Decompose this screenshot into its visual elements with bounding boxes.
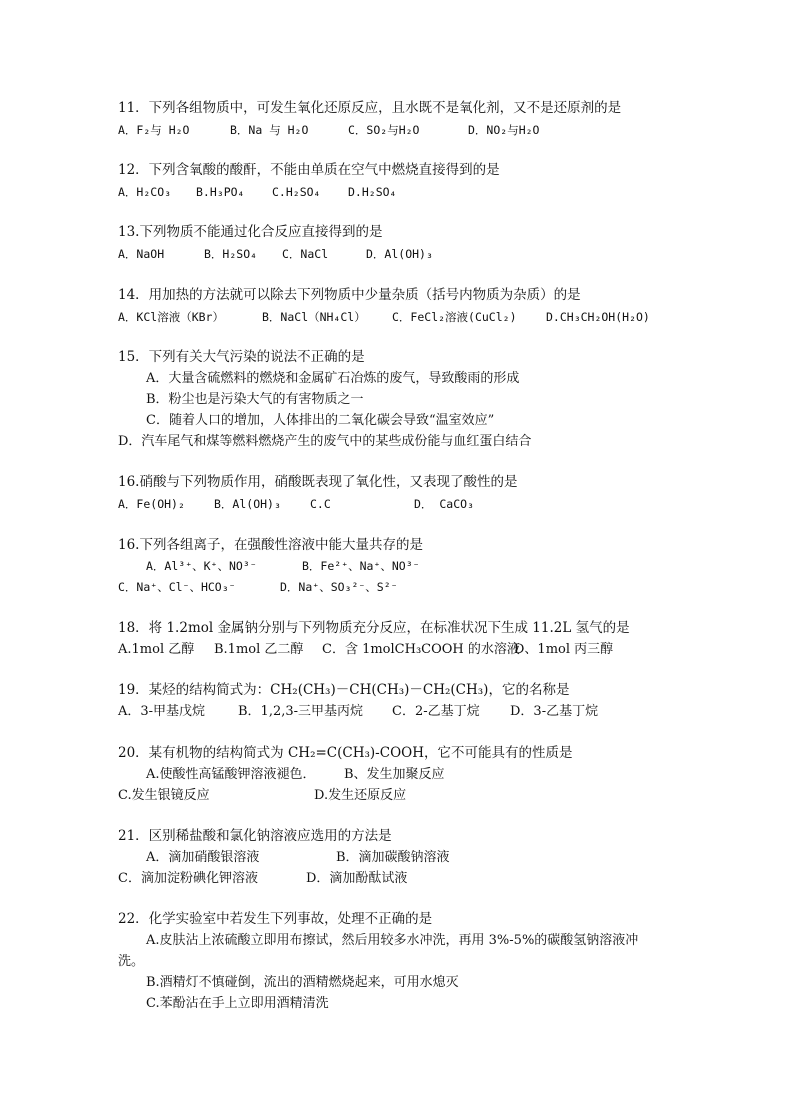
question-19-option-a: A．3-甲基戊烷: [118, 704, 206, 719]
question-19-option-b: B．1,2,3-三甲基丙烷: [238, 704, 364, 719]
question-11-option-d: D．NO₂与H₂O: [468, 123, 540, 137]
question-20-option-a: A.使酸性高锰酸钾溶液褪色．: [146, 767, 316, 782]
question-16a-option-d: D． CaCO₃: [414, 497, 474, 511]
question-14-option-d: D.CH₃CH₂OH(H₂O): [546, 310, 650, 324]
question-22-option-b: B.酒精灯不慎碰倒，流出的酒精燃烧起来，可用水熄灭: [146, 975, 459, 990]
question-21-option-c: C．滴加淀粉碘化钾溶液: [118, 871, 258, 886]
question-20-option-c: C.发生银镜反应: [118, 788, 210, 803]
question-15-option-a: A．大量含硫燃料的燃烧和金属矿石冶炼的废气，导致酸雨的形成: [146, 371, 520, 386]
question-18-option-a: A.1mol 乙醇: [118, 642, 195, 657]
question-20-option-b: B、发生加聚反应: [344, 767, 445, 782]
question-16a-stem: 16.硝酸与下列物质作用，硝酸既表现了氧化性，又表现了酸性的是: [118, 474, 518, 490]
question-16b-option-c: C．Na⁺、Cl⁻、HCO₃⁻: [118, 580, 236, 594]
question-16a-option-c: C.C: [310, 497, 331, 511]
question-12-stem: 12．下列含氧酸的酸酐，不能由单质在空气中燃烧直接得到的是: [118, 162, 500, 178]
question-18-option-d: D、1mol 丙三醇: [514, 642, 614, 657]
question-13-option-d: D．Al(OH)₃: [366, 247, 433, 261]
question-16b-option-a: A．Al³⁺、K⁺、NO³⁻: [146, 559, 257, 573]
question-16b-stem: 16.下列各组离子，在强酸性溶液中能大量共存的是: [118, 537, 423, 553]
question-21-option-d: D．滴加酚酞试液: [306, 871, 408, 886]
question-12-option-b: B.H₃PO₄: [196, 185, 245, 199]
question-11-stem: 11．下列各组物质中，可发生氧化还原反应，且水既不是氧化剂，又不是还原剂的是: [118, 100, 622, 116]
question-22-stem: 22．化学实验室中若发生下列事故，处理不正确的是: [118, 911, 433, 927]
question-18-option-b: B.1mol 乙二醇: [214, 642, 304, 657]
question-12-option-c: C.H₂SO₄: [272, 185, 321, 199]
question-13-option-a: A．NaOH: [118, 247, 165, 261]
question-21-option-b: B．滴加碳酸钠溶液: [336, 850, 450, 865]
question-21-option-a: A．滴加硝酸银溶液: [146, 850, 260, 865]
question-22-option-a-continued: 洗。: [118, 954, 145, 969]
question-21-stem: 21．区别稀盐酸和氯化钠溶液应选用的方法是: [118, 828, 392, 844]
question-11-option-a: A．F₂与 H₂O: [118, 123, 190, 137]
question-20-option-d: D.发生还原反应: [314, 788, 407, 803]
question-14-stem: 14．用加热的方法就可以除去下列物质中少量杂质（括号内物质为杂质）的是: [118, 287, 581, 303]
question-13-option-b: B．H₂SO₄: [204, 247, 258, 261]
question-19-stem: 19．某烃的结构简式为：CH₂(CH₃)－CH(CH₃)－CH₂(CH₃)，它的名称是: [118, 682, 570, 698]
question-16b-option-b: B．Fe²⁺、Na⁺、NO³⁻: [302, 559, 420, 573]
question-15-stem: 15．下列有关大气污染的说法不正确的是: [118, 349, 365, 365]
question-12-option-a: A．H₂CO₃: [118, 185, 172, 199]
question-18-stem: 18．将 1.2mol 金属钠分别与下列物质充分反应，在标准状况下生成 11.2L 氢气的是: [118, 620, 630, 636]
question-16b-option-d: D．Na⁺、SO₃²⁻、S²⁻: [280, 580, 398, 594]
question-19-option-d: D．3-乙基丁烷: [510, 704, 599, 719]
question-16a-option-b: B．Al(OH)₃: [214, 497, 281, 511]
question-14-option-b: B．NaCl（NH₄Cl）: [262, 310, 366, 324]
question-22-option-c: C.苯酚沾在手上立即用酒精清洗: [146, 996, 329, 1011]
question-11-option-b: B．Na 与 H₂O: [230, 123, 309, 137]
question-15-option-d: D．汽车尾气和煤等燃料燃烧产生的废气中的某些成份能与血红蛋白结合: [118, 434, 532, 449]
question-13-option-c: C．NaCl: [282, 247, 329, 261]
question-16a-option-a: A．Fe(OH)₂: [118, 497, 185, 511]
question-14-option-a: A．KCl溶液（KBr）: [118, 310, 224, 324]
question-15-option-b: B．粉尘也是污染大气的有害物质之一: [146, 392, 364, 407]
question-13-stem: 13.下列物质不能通过化合反应直接得到的是: [118, 224, 383, 240]
question-19-option-c: C．2-乙基丁烷: [392, 704, 480, 719]
question-12-option-d: D.H₂SO₄: [348, 185, 397, 199]
question-18-option-c: C．含 1molCH₃COOH 的水溶液: [322, 642, 520, 657]
question-15-option-c: C．随着人口的增加，人体排出的二氧化碳会导致“温室效应”: [146, 413, 495, 428]
question-14-option-c: C．FeCl₂溶液(CuCl₂): [392, 310, 517, 324]
question-22-option-a: A.皮肤沾上浓硫酸立即用布擦试，然后用较多水冲洗，再用 3%-5%的碳酸氢钠溶液冲: [146, 933, 639, 948]
question-11-option-c: C．SO₂与H₂O: [348, 123, 420, 137]
question-20-stem: 20．某有机物的结构简式为 CH₂=C(CH₃)-COOH，它不可能具有的性质是: [118, 745, 573, 761]
